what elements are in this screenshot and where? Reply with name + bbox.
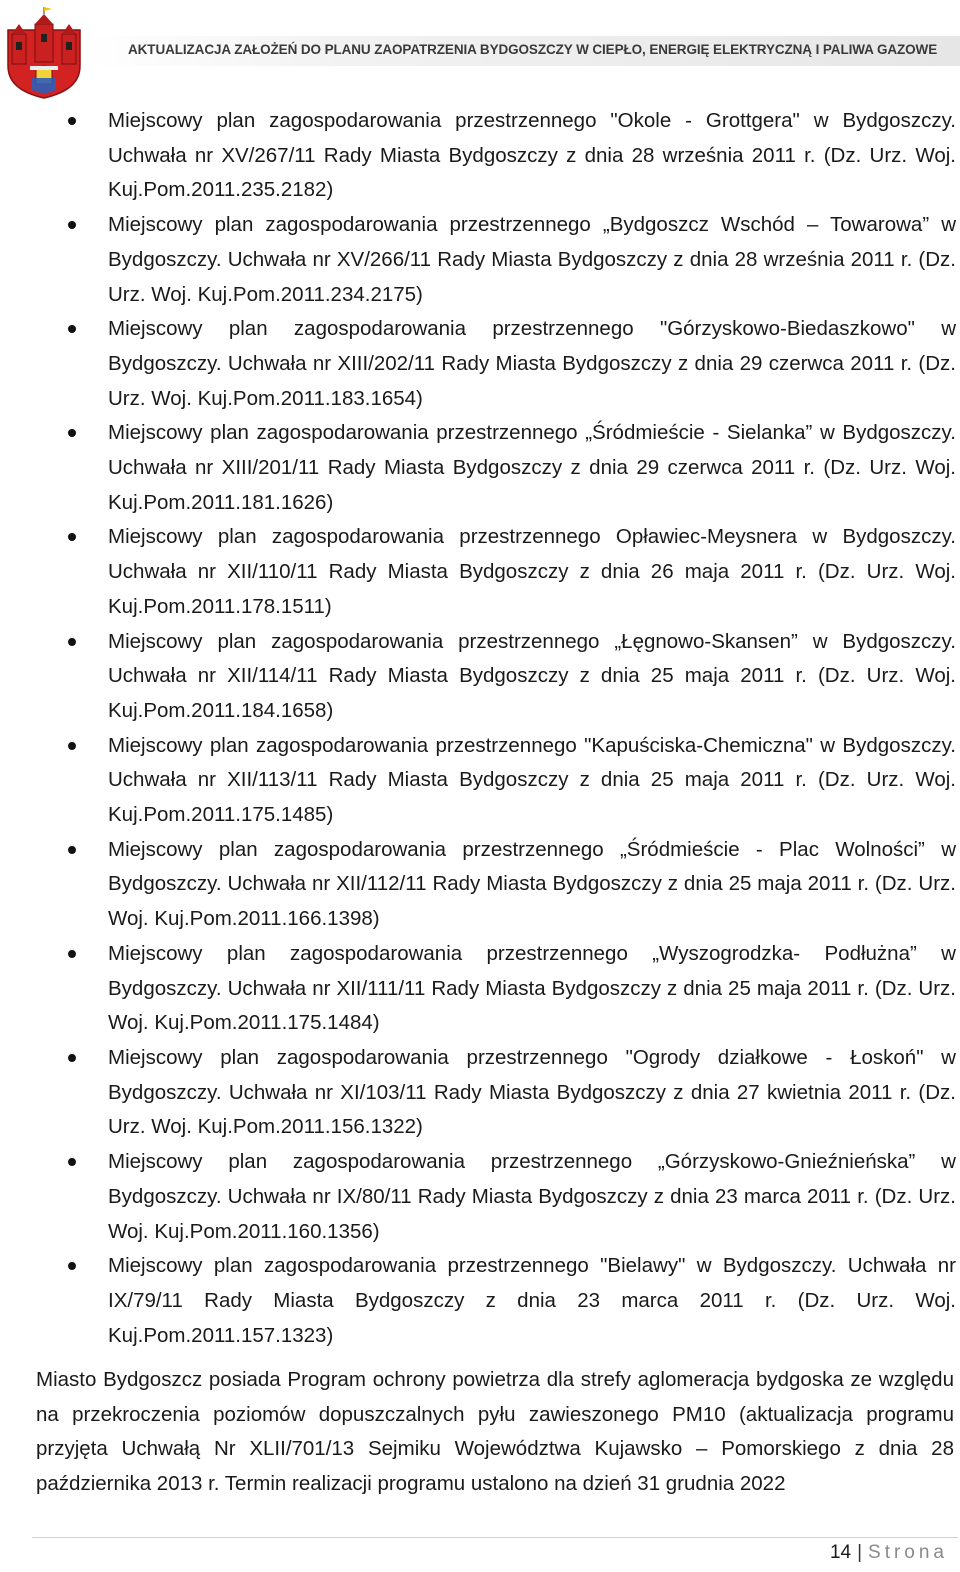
bullet-icon	[68, 1054, 76, 1062]
bullet-icon	[68, 638, 76, 646]
list-item	[64, 833, 956, 937]
list-item-text: Miejscowy plan zagospodarowania przestrzennego „Bydgoszcz Wschód – Towarowa” w Bydgoszczy. Uchwała nr XV/266/11 Rady Miasta Bydgoszczy z dnia 28 września 2011 r. (Dz. Urz. Woj. Kuj.Pom.2011.234.2175)	[108, 213, 956, 306]
list-item-text: Miejscowy plan zagospodarowania przestrzennego "Bielawy" w Bydgoszczy. Uchwała nr IX/79/11 Rady Miasta Bydgoszczy z dnia 23 marca 2011 r. (Dz. Urz. Woj. Kuj.Pom.2011.157.1323)	[108, 1254, 956, 1347]
footer-divider	[32, 1537, 958, 1538]
bullet-icon	[68, 117, 76, 125]
list-item	[64, 520, 956, 624]
list-item	[64, 104, 956, 208]
list-item-text: Miejscowy plan zagospodarowania przestrzennego „Wyszogrodzka- Podłużna” w Bydgoszczy. Uchwała nr XII/111/11 Rady Miasta Bydgoszczy z dnia 25 maja 2011 r. (Dz. Urz. Woj. Kuj.Pom.2011.175.1484)	[108, 941, 956, 1035]
bullet-icon	[68, 221, 76, 229]
bydgoszcz-coat-of-arms-icon	[2, 4, 86, 100]
page-footer	[830, 1542, 948, 1564]
bullet-icon	[68, 429, 76, 437]
list-item-text: Miejscowy plan zagospodarowania przestrzennego „Śródmieście - Plac Wolności” w Bydgoszczy. Uchwała nr XII/112/11 Rady Miasta Bydgoszczy z dnia 25 maja 2011 r. (Dz. Urz. Woj. Kuj.Pom.2011.166.1398)	[108, 837, 956, 931]
document-header-title: AKTUALIZACJA ZAŁOŻEŃ DO PLANU ZAOPATRZENIA BYDGOSZCZY W CIEPŁO, ENERGIĘ ELEKTRYCZNĄ I PALIWA GAZOWE	[128, 42, 938, 57]
body-paragraph: Miasto Bydgoszcz posiada Program ochrony powietrza dla strefy aglomeracja bydgoska ze względu na przekroczenia poziomów dopuszczalnych pyłu zawieszonego PM10 (aktualizacja programu przyjęta Uchwałą Nr XLII/701/13 Sejmiku Województwa Kujawsko – Pomorskiego z dnia 28 października 2013 r. Termin realizacji programu ustalono na dzień 31 grudnia 2022	[36, 1368, 954, 1495]
list-item-text: Miejscowy plan zagospodarowania przestrzennego "Ogrody działkowe - Łoskoń" w Bydgoszczy. Uchwała nr XI/103/11 Rady Miasta Bydgoszczy z dnia 27 kwietnia 2011 r. (Dz. Urz. Woj. Kuj.Pom.2011.156.1322)	[108, 1045, 956, 1139]
list-item	[64, 312, 956, 416]
bullet-icon	[68, 325, 76, 333]
list-item-text: Miejscowy plan zagospodarowania przestrzennego "Kapuściska-Chemiczna" w Bydgoszczy. Uchwała nr XII/113/11 Rady Miasta Bydgoszczy z dnia 25 maja 2011 r. (Dz. Urz. Woj. Kuj.Pom.2011.175.1485)	[108, 733, 956, 827]
list-item-text: Miejscowy plan zagospodarowania przestrzennego „Śródmieście - Sielanka” w Bydgoszczy. Uchwała nr XIII/201/11 Rady Miasta Bydgoszczy z dnia 29 czerwca 2011 r. (Dz. Urz. Woj. Kuj.Pom.2011.181.1626)	[108, 421, 956, 514]
list-item-text: Miejscowy plan zagospodarowania przestrzennego "Górzyskowo-Biedaszkowo" w Bydgoszczy. Uchwała nr XIII/202/11 Rady Miasta Bydgoszczy z dnia 29 czerwca 2011 r. (Dz. Urz. Woj. Kuj.Pom.2011.183.1654)	[108, 317, 956, 410]
list-item	[64, 1249, 956, 1353]
list-item	[64, 416, 956, 520]
footer-separator: |	[857, 1542, 863, 1563]
list-item	[64, 208, 956, 312]
bullet-icon	[68, 1158, 76, 1166]
bullet-icon	[68, 533, 76, 541]
list-item-text: Miejscowy plan zagospodarowania przestrzennego „Łęgnowo-Skansen” w Bydgoszczy. Uchwała nr XII/114/11 Rady Miasta Bydgoszczy z dnia 25 maja 2011 r. (Dz. Urz. Woj. Kuj.Pom.2011.184.1658)	[108, 629, 956, 722]
page-header	[0, 0, 960, 100]
list-item	[64, 1041, 956, 1145]
list-item	[64, 937, 956, 1041]
bullet-icon	[68, 846, 76, 854]
bullet-icon	[68, 742, 76, 750]
list-item-text: Miejscowy plan zagospodarowania przestrzennego "Okole - Grottgera" w Bydgoszczy. Uchwała nr XV/267/11 Rady Miasta Bydgoszczy z dnia 28 września 2011 r. (Dz. Urz. Woj. Kuj.Pom.2011.235.2182)	[108, 109, 956, 202]
list-item	[64, 729, 956, 833]
list-item-text: Miejscowy plan zagospodarowania przestrzennego Opławiec-Meysnera w Bydgoszczy. Uchwała nr XII/110/11 Rady Miasta Bydgoszczy z dnia 26 maja 2011 r. (Dz. Urz. Woj. Kuj.Pom.2011.178.1511)	[108, 525, 956, 618]
list-item	[64, 625, 956, 729]
bullet-icon	[68, 1262, 76, 1270]
bullet-icon	[68, 950, 76, 958]
plan-list	[64, 104, 956, 1353]
list-item	[64, 1145, 956, 1249]
page-word: Strona	[868, 1542, 948, 1563]
list-item-text: Miejscowy plan zagospodarowania przestrzennego „Górzyskowo-Gnieźnieńska” w Bydgoszczy. Uchwała nr IX/80/11 Rady Miasta Bydgoszczy z dnia 23 marca 2011 r. (Dz. Urz. Woj. Kuj.Pom.2011.160.1356)	[108, 1150, 956, 1243]
page-number: 14	[829, 1542, 852, 1563]
